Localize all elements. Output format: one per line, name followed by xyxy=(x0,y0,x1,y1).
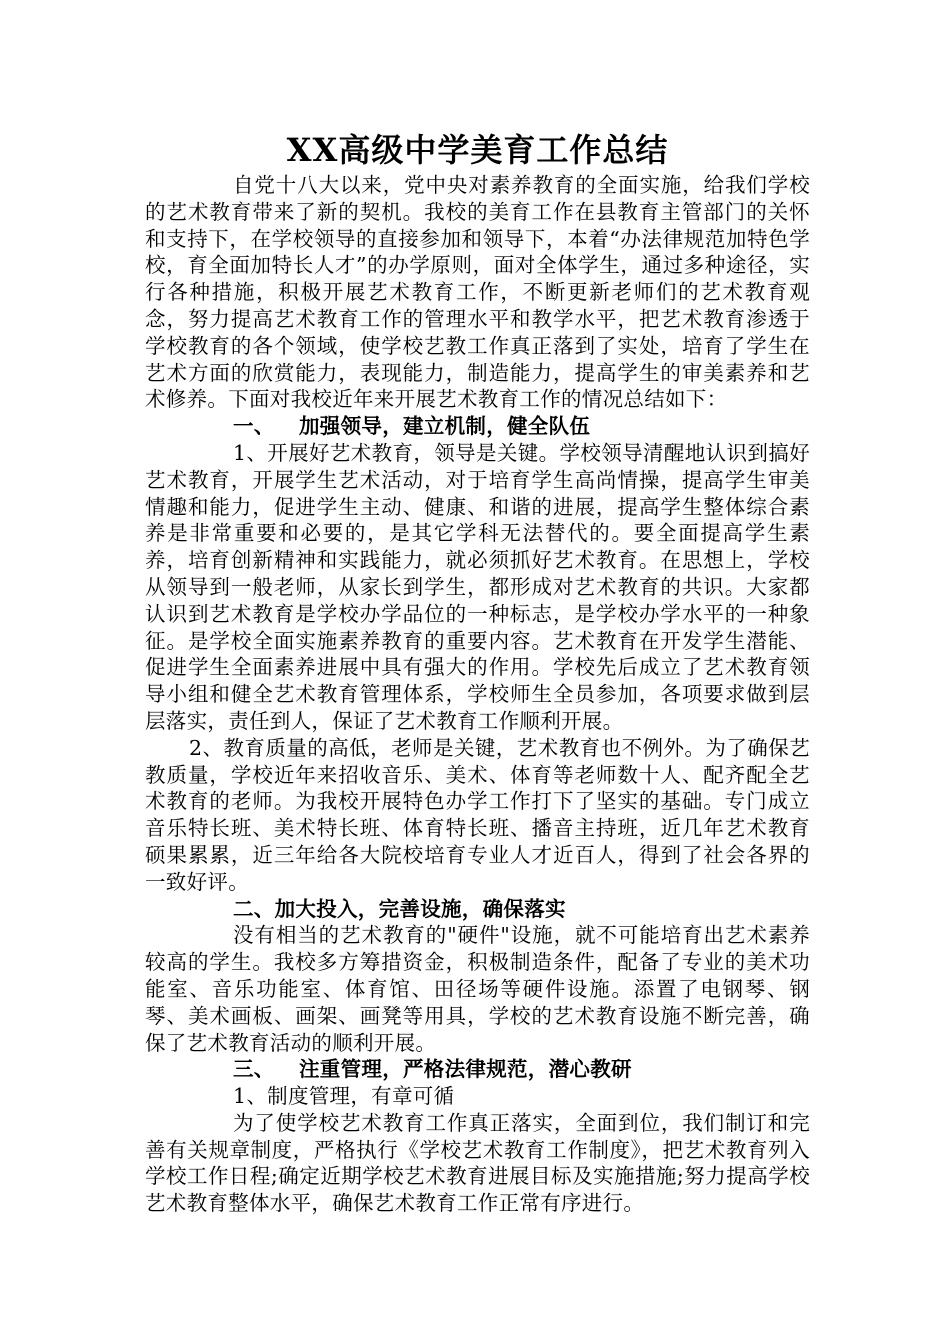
section-3-heading xyxy=(145,1056,810,1083)
section-2-paragraph-1: 没有相当的艺术教育的"硬件"设施，就不可能培育出艺术素养较高的学生。我校多方筹措资金，积极制造条件，配备了专业的美术功能室、音乐功能室、体育馆、田径场等硬件设施。添置了电钢琴、钢琴、美术画板、画架、画凳等用具，学校的艺术教育设施不断完善，确保了艺术教育活动的顺利开展。 xyxy=(145,923,810,1055)
section-2-heading: 二、加大投入，完善设施，确保落实 xyxy=(233,896,566,921)
section-1-heading xyxy=(145,413,810,440)
document-page xyxy=(145,128,810,1217)
section-3-title: 注重管理，严格法律规范，潜心教研 xyxy=(299,1057,632,1082)
intro-paragraph: 自党十八大以来，党中央对素养教育的全面实施，给我们学校的艺术教育带来了新的契机。我校的美育工作在县教育主管部门的关怀和支持下，在学校领导的直接参加和领导下，本着“办法律规范加特色学校，育全面加特长人才”的办学原则，面对全体学生，通过多种途径，实行各种措施，积极开展艺术教育工作，不断更新老师们的艺术教育观念，努力提高艺术教育工作的管理水平和教学水平，把艺术教育渗透于学校教育的各个领域，使学校艺教工作真正落到了实处，培育了学生在艺术方面的欣赏能力，表现能力，制造能力，提高学生的审美素养和艺术修养。下面对我校近年来开展艺术教育工作的情况总结如下： xyxy=(145,173,810,412)
section-1-paragraph-2: 2、教育质量的高低，老师是关键，艺术教育也不例外。为了确保艺教质量，学校近年来招收音乐、美术、体育等老师数十人、配齐配全艺术教育的老师。为我校开展特色办学工作打下了坚实的基础。专门成立音乐特长班、美术特长班、体育特长班、播音主持班，近几年艺术教育硕果累累，近三年给各大院校培育专业人才近百人，得到了社会各界的一致好评。 xyxy=(145,735,810,894)
section-1-title: 加强领导，建立机制，健全队伍 xyxy=(299,414,591,439)
section-1-number: 一、 xyxy=(233,414,275,439)
section-3-paragraph-1: 为了使学校艺术教育工作真正落实，全面到位，我们制订和完善有关规章制度，严格执行《学校艺术教育工作制度》，把艺术教育列入学校工作日程;确定近期学校艺术教育进展目标及实施措施;努力提高学校艺术教育整体水平，确保艺术教育工作正常有序进行。 xyxy=(145,1110,810,1216)
document-title: XX高级中学美育工作总结 xyxy=(286,131,669,169)
section-3-number: 三、 xyxy=(233,1057,275,1082)
section-1-paragraph-1: 1、开展好艺术教育，领导是关键。学校领导清醒地认识到搞好艺术教育，开展学生艺术活动，对于培育学生高尚情操，提高学生审美情趣和能力，促进学生主动、健康、和谐的进展，提高学生整体综合素养是非常重要和必要的，是其它学科无法替代的。要全面提高学生素养，培育创新精神和实践能力，就必须抓好艺术教育。在思想上，学校从领导到一般老师，从家长到学生，都形成对艺术教育的共识。大家都认识到艺术教育是学校办学品位的一种标志，是学校办学水平的一种象征。是学校全面实施素养教育的重要内容。艺术教育在开发学生潜能、促进学生全面素养进展中具有强大的作用。学校先后成立了艺术教育领导小组和健全艺术教育管理体系，学校师生全员参加，各项要求做到层层落实，责任到人，保证了艺术教育工作顺利开展。 xyxy=(145,440,810,733)
section-3-subheading-1: 1、制度管理，有章可循 xyxy=(233,1084,455,1109)
